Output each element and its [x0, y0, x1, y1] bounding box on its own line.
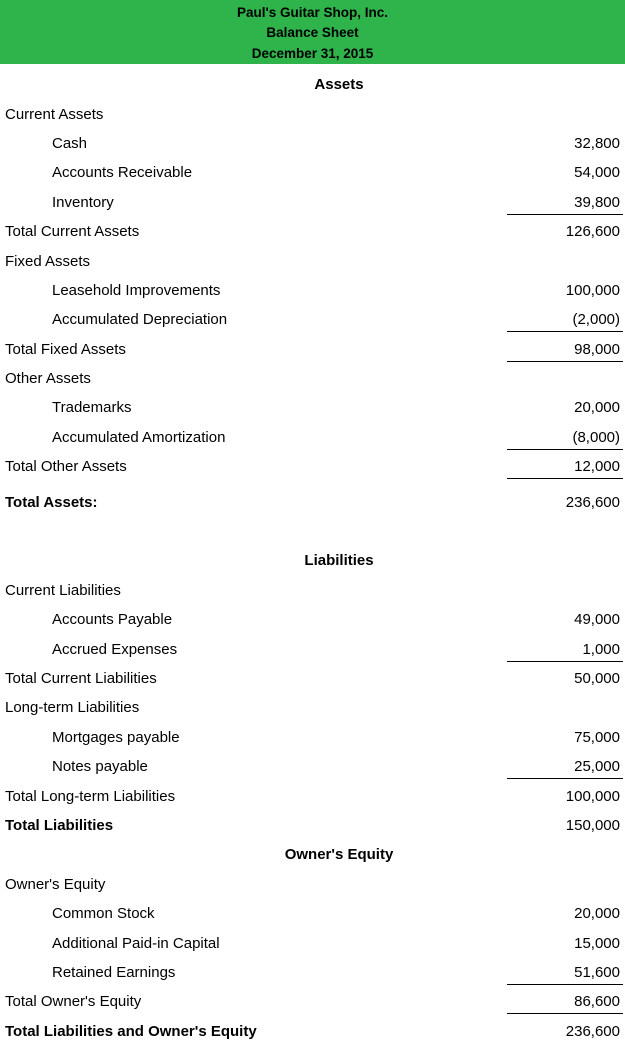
report-row-section-heading [0, 840, 625, 869]
row-label: Total Long-term Liabilities [5, 787, 176, 805]
row-value: 236,600 [565, 493, 620, 511]
row-label: Current Assets [5, 105, 104, 123]
row-label: Assets [314, 76, 364, 94]
row-label: Total Liabilities [5, 816, 114, 834]
row-value: 39,800 [508, 194, 620, 211]
row-label: Total Current Liabilities [5, 670, 157, 687]
row-value: 50,000 [574, 670, 620, 687]
row-label: Total Liabilities and Owner's Equity [5, 1022, 257, 1040]
row-label: Additional Paid-in Capital [52, 934, 220, 952]
report-row-total [0, 452, 625, 481]
row-label: Total Current Assets [5, 223, 140, 241]
row-label: Accrued Expenses [52, 640, 178, 658]
row-label: Long-term Liabilities [5, 699, 140, 717]
row-label: Mortgages payable [52, 728, 180, 746]
row-label: Accounts Payable [52, 611, 173, 629]
row-value: 32,800 [574, 134, 620, 152]
report-row-item [0, 958, 625, 987]
report-row-grand-total [0, 1017, 625, 1046]
report-row-category [0, 870, 625, 899]
row-value: 75,000 [574, 728, 620, 746]
row-label: Owner's Equity [5, 875, 106, 893]
report-row-category [0, 576, 625, 605]
row-value: 100,000 [565, 787, 620, 805]
report-row-category [0, 364, 625, 393]
row-label: Total Fixed Assets [5, 340, 126, 358]
row-label: Liabilities [304, 552, 374, 570]
row-value: 25,000 [508, 758, 620, 775]
report-row-category [0, 99, 625, 128]
row-value: 15,000 [574, 934, 620, 952]
row-label: Accumulated Amortization [52, 428, 226, 446]
report-row-item [0, 276, 625, 305]
row-label: Total Owner's Equity [5, 993, 142, 1011]
row-label: Total Other Assets [5, 458, 127, 476]
row-value: 20,000 [574, 905, 620, 923]
report-row-grand-total [0, 487, 625, 516]
row-value: 54,000 [574, 164, 620, 182]
row-value: 100,000 [565, 281, 620, 299]
row-value: 236,600 [565, 1022, 620, 1040]
row-label: Owner's Equity [284, 846, 394, 864]
report-rows [0, 64, 625, 1046]
report-row-item [0, 723, 625, 752]
row-value: 49,000 [574, 611, 620, 629]
report-row-item [0, 393, 625, 422]
row-value: 20,000 [574, 399, 620, 417]
report-row-item [0, 928, 625, 957]
row-label: Other Assets [5, 370, 91, 388]
report-row-item [0, 305, 625, 334]
row-label: Accumulated Depreciation [52, 311, 228, 329]
report-row-total [0, 217, 625, 246]
report-row-total [0, 664, 625, 693]
row-label: Fixed Assets [5, 252, 91, 270]
report-row-item [0, 129, 625, 158]
report-row-item [0, 423, 625, 452]
report-row-category [0, 246, 625, 275]
row-label: Notes payable [52, 758, 148, 776]
report-row-section-heading [0, 546, 625, 575]
row-label: Current Liabilities [5, 581, 121, 599]
row-label: Cash [52, 134, 88, 152]
row-value: 126,600 [565, 223, 620, 241]
row-label: Accounts Receivable [52, 164, 193, 182]
row-label: Common Stock [52, 905, 155, 923]
report-header [0, 0, 625, 64]
row-value: 98,000 [508, 341, 620, 358]
row-value: 86,600 [508, 993, 620, 1010]
report-row-section-heading [0, 70, 625, 99]
row-value: (8,000) [508, 429, 620, 446]
row-value: (2,000) [508, 311, 620, 328]
report-row-item [0, 752, 625, 781]
report-row-total [0, 335, 625, 364]
report-row-total [0, 987, 625, 1016]
row-value: 150,000 [565, 816, 620, 834]
report-row-grand-total [0, 811, 625, 840]
row-label: Trademarks [52, 399, 132, 417]
report-row-item [0, 188, 625, 217]
report-row-category [0, 693, 625, 722]
spacer-row [0, 517, 625, 546]
report-row-item [0, 158, 625, 187]
row-value: 12,000 [508, 458, 620, 475]
report-row-item [0, 605, 625, 634]
report-title: Balance Sheet [266, 25, 359, 41]
report-date: December 31, 2015 [251, 45, 374, 61]
row-label: Inventory [52, 193, 114, 211]
company-name: Paul's Guitar Shop, Inc. [237, 5, 388, 20]
report-row-item [0, 899, 625, 928]
row-value: 1,000 [508, 641, 620, 658]
row-label: Total Assets: [5, 493, 98, 511]
row-label: Leasehold Improvements [52, 281, 221, 299]
report-row-item [0, 634, 625, 663]
row-label: Retained Earnings [52, 963, 176, 981]
report-row-total [0, 781, 625, 810]
row-value: 51,600 [508, 964, 620, 981]
